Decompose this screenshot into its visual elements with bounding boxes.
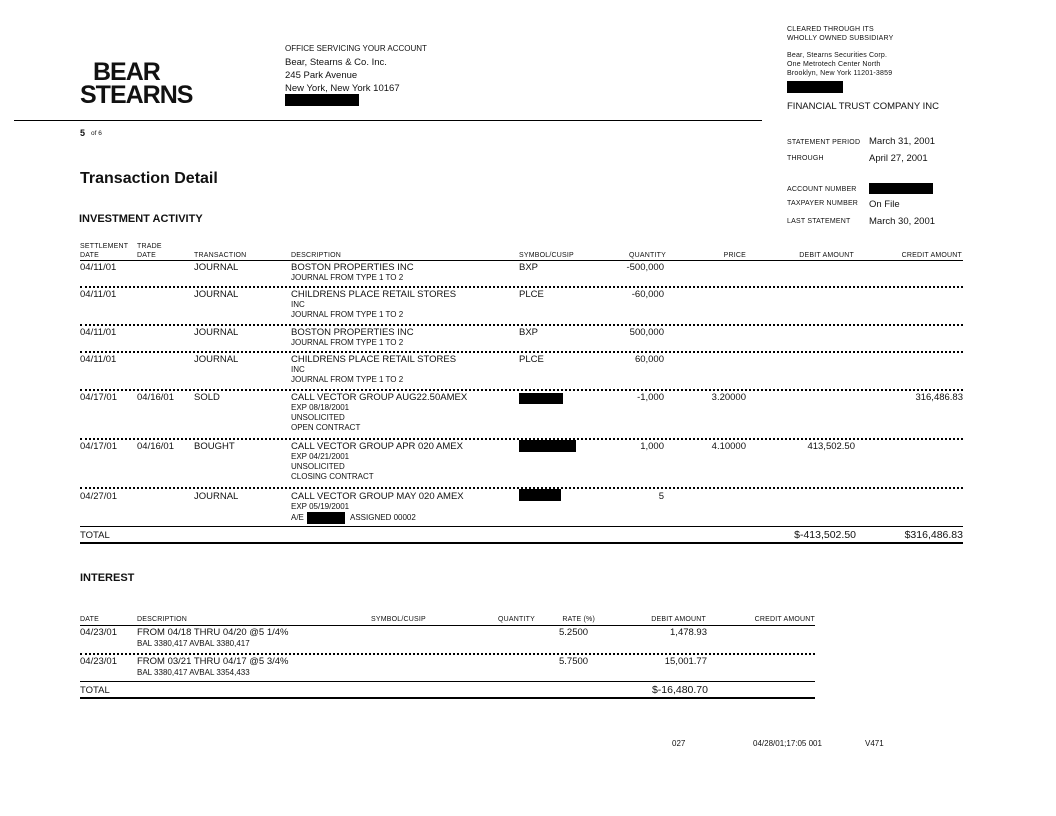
settlement-date: 04/11/01 [80, 289, 117, 300]
description: CHILDRENS PLACE RETAIL STORES [291, 289, 457, 300]
redaction [519, 489, 561, 501]
taxpayer-value: On File [869, 199, 900, 210]
interest-heading: INTEREST [80, 572, 135, 584]
int-col-quantity: QUANTITY [498, 616, 535, 623]
transaction-type: JOURNAL [194, 354, 239, 365]
assigned-note: ASSIGNED 00002 [350, 513, 416, 522]
description-detail: EXP 08/18/2001 [291, 403, 350, 412]
footer-code-1: 027 [672, 739, 686, 748]
col-quantity: QUANTITY [629, 252, 666, 259]
taxpayer-label: TAXPAYER NUMBER [787, 200, 859, 207]
row-separator [80, 324, 963, 326]
interest-debit: 15,001.77 [664, 656, 707, 667]
row-separator [80, 653, 815, 655]
interest-date: 04/23/01 [80, 627, 117, 638]
transaction-type: SOLD [194, 392, 220, 403]
description: CALL VECTOR GROUP APR 020 AMEX [291, 441, 463, 452]
settlement-date: 04/11/01 [80, 327, 117, 338]
price: 4.10000 [711, 441, 746, 452]
col-debit: DEBIT AMOUNT [799, 252, 854, 259]
office-heading: OFFICE SERVICING YOUR ACCOUNT [285, 44, 427, 53]
col-settlement: SETTLEMENT [80, 243, 129, 250]
interest-total-rule-bottom [80, 697, 815, 699]
col-description: DESCRIPTION [291, 252, 342, 259]
logo-line-1: BEAR [93, 58, 160, 86]
interest-balance: BAL 3380,417 AVBAL 3380,417 [137, 639, 250, 648]
transaction-type: JOURNAL [194, 262, 239, 273]
transaction-type: JOURNAL [194, 289, 239, 300]
clearing-corp: Bear, Stearns Securities Corp. [787, 52, 888, 59]
col-settlement-date: DATE [80, 252, 99, 259]
int-col-description: DESCRIPTION [137, 616, 188, 623]
trade-date: 04/16/01 [137, 441, 174, 452]
description: BOSTON PROPERTIES INC [291, 327, 414, 338]
redaction [869, 183, 933, 194]
debit-amount: 413,502.50 [807, 441, 855, 452]
description: CHILDRENS PLACE RETAIL STORES [291, 354, 457, 365]
col-price: PRICE [723, 252, 746, 259]
redaction [519, 393, 563, 404]
client-company: FINANCIAL TRUST COMPANY INC [787, 101, 940, 112]
interest-rate: 5.7500 [559, 656, 589, 667]
row-separator [80, 286, 963, 288]
interest-description: FROM 04/18 THRU 04/20 @5 1/4% [137, 627, 289, 638]
redaction [285, 94, 359, 106]
col-symbol: SYMBOL/CUSIP [519, 252, 574, 259]
description-detail: UNSOLICITED [291, 413, 345, 422]
total-rule-top [80, 526, 963, 527]
description-detail: JOURNAL FROM TYPE 1 TO 2 [291, 273, 404, 282]
int-col-credit: CREDIT AMOUNT [754, 616, 815, 623]
interest-total-rule-top [80, 681, 815, 682]
through-label: THROUGH [787, 155, 824, 162]
quantity: 5 [658, 491, 664, 502]
quantity: 500,000 [629, 327, 664, 338]
settlement-date: 04/27/01 [80, 491, 117, 502]
row-separator [80, 351, 963, 353]
symbol-cusip: BXP [519, 262, 539, 273]
interest-rate: 5.2500 [559, 627, 589, 638]
logo-line-2: STEARNS [80, 81, 193, 109]
col-transaction: TRANSACTION [194, 252, 247, 259]
office-city: New York, New York 10167 [285, 83, 400, 94]
interest-date: 04/23/01 [80, 656, 117, 667]
office-name: Bear, Stearns & Co. Inc. [285, 57, 387, 68]
settlement-date: 04/11/01 [80, 354, 117, 365]
footer-code-2: V471 [865, 739, 884, 748]
clearing-line-1: CLEARED THROUGH ITS [787, 26, 874, 33]
page-number: 5 [80, 128, 86, 138]
description-detail: INC [291, 365, 305, 374]
transaction-type: JOURNAL [194, 327, 239, 338]
description: CALL VECTOR GROUP MAY 020 AMEX [291, 491, 464, 502]
redaction [519, 440, 576, 452]
interest-description: FROM 03/21 THRU 04/17 @5 3/4% [137, 656, 289, 667]
header-rule [14, 120, 762, 121]
description-detail: UNSOLICITED [291, 462, 345, 471]
settlement-date: 04/17/01 [80, 392, 117, 403]
trade-date: 04/16/01 [137, 392, 174, 403]
redaction [787, 81, 843, 93]
ae-label: A/E [291, 513, 304, 522]
col-credit: CREDIT AMOUNT [901, 252, 962, 259]
quantity: 60,000 [634, 354, 664, 365]
clearing-line-2: WHOLLY OWNED SUBSIDIARY [787, 35, 894, 42]
description-detail: EXP 04/21/2001 [291, 452, 350, 461]
settlement-date: 04/11/01 [80, 262, 117, 273]
page-title: Transaction Detail [80, 170, 218, 187]
interest-header-rule [80, 625, 815, 626]
settlement-date: 04/17/01 [80, 441, 117, 452]
symbol-cusip: PLCE [519, 354, 544, 365]
through-value: April 27, 2001 [869, 153, 928, 164]
description: BOSTON PROPERTIES INC [291, 262, 414, 273]
transaction-type: BOUGHT [194, 441, 235, 452]
col-trade-date: DATE [137, 252, 156, 259]
symbol-cusip: PLCE [519, 289, 544, 300]
row-separator [80, 389, 963, 391]
page-of: of 6 [91, 130, 102, 137]
account-number-label: ACCOUNT NUMBER [787, 186, 857, 193]
int-col-date: DATE [80, 616, 99, 623]
table-header-rule [80, 260, 963, 261]
clearing-addr-1: One Metrotech Center North [787, 61, 881, 68]
interest-total-label: TOTAL [80, 685, 110, 696]
quantity: -500,000 [626, 262, 664, 273]
int-col-symbol: SYMBOL/CUSIP [371, 616, 426, 623]
description: CALL VECTOR GROUP AUG22.50AMEX [291, 392, 468, 403]
investment-total-debit: $-413,502.50 [794, 529, 856, 541]
description-detail: EXP 05/19/2001 [291, 502, 350, 511]
interest-debit: 1,478.93 [670, 627, 707, 638]
col-trade: TRADE [137, 243, 162, 250]
last-statement-label: LAST STATEMENT [787, 218, 851, 225]
total-rule-bottom [80, 542, 963, 544]
credit-amount: 316,486.83 [915, 392, 963, 403]
redaction [307, 512, 345, 524]
description-detail: JOURNAL FROM TYPE 1 TO 2 [291, 310, 404, 319]
int-col-rate: RATE (%) [562, 616, 595, 623]
price: 3.20000 [711, 392, 746, 403]
description-detail: INC [291, 300, 305, 309]
description-detail: JOURNAL FROM TYPE 1 TO 2 [291, 338, 404, 347]
description-detail: CLOSING CONTRACT [291, 472, 374, 481]
last-statement-value: March 30, 2001 [869, 216, 936, 227]
interest-total-debit: $-16,480.70 [651, 684, 708, 696]
description-detail: OPEN CONTRACT [291, 423, 361, 432]
footer-timestamp: 04/28/01;17:05 001 [753, 739, 822, 748]
quantity: 1,000 [640, 441, 664, 452]
interest-balance: BAL 3380,417 AVBAL 3354,433 [137, 668, 250, 677]
investment-total-credit: $316,486.83 [904, 529, 963, 541]
symbol-cusip: BXP [519, 327, 539, 338]
quantity: -60,000 [631, 289, 664, 300]
office-street: 245 Park Avenue [285, 70, 358, 81]
quantity: -1,000 [637, 392, 664, 403]
investment-total-label: TOTAL [80, 530, 110, 541]
description-detail: JOURNAL FROM TYPE 1 TO 2 [291, 375, 404, 384]
statement-period-label: STATEMENT PERIOD [787, 139, 861, 146]
investment-heading: INVESTMENT ACTIVITY [79, 213, 203, 225]
int-col-debit: DEBIT AMOUNT [651, 616, 706, 623]
transaction-type: JOURNAL [194, 491, 239, 502]
statement-period-value: March 31, 2001 [869, 136, 936, 147]
clearing-addr-2: Brooklyn, New York 11201-3859 [787, 70, 893, 77]
